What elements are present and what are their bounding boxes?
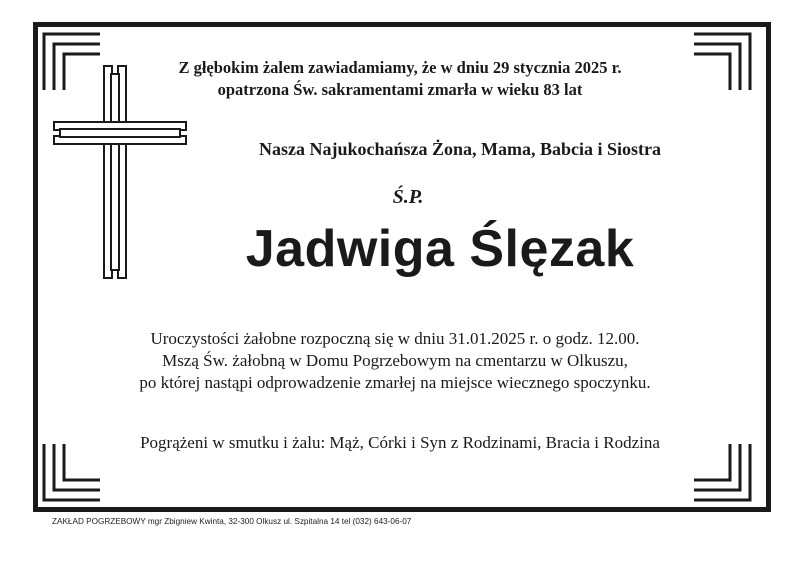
corner-ornament-top-right (692, 32, 752, 92)
relation-line: Nasza Najukochańsza Żona, Mama, Babcia i Siostra (258, 139, 662, 159)
announcement-line-1: Z głębokim żalem zawiadamiamy, że w dniu 29 stycznia 2025 r. (178, 58, 622, 77)
announcement-line-2: opatrzona Św. sakramentami zmarła w wieku 83 lat (217, 80, 583, 99)
ceremony-line-3: po której nastąpi odprowadzenie zmarłej na miejsce wiecznego spoczynku. (139, 373, 651, 392)
honorific: Ś.P. (392, 186, 424, 208)
ceremony-line-1: Uroczystości żałobne rozpoczną się w dniu 31.01.2025 r. o godz. 12.00. (150, 329, 640, 348)
funeral-home-footer: ZAKŁAD POGRZEBOWY mgr Zbigniew Kwinta, 32-300 Olkusz ul. Szpitalna 14 tel (032) 643-06-07 (52, 517, 412, 526)
ceremony-details (90, 328, 700, 394)
ceremony-line-2: Mszą Św. żałobną w Domu Pogrzebowym na cmentarzu w Olkuszu, (162, 351, 628, 370)
announcement (120, 57, 680, 101)
deceased-name: Jadwiga Ślęzak (245, 220, 635, 278)
corner-ornament-bottom-left (42, 442, 102, 502)
mourners-line: Pogrążeni w smutku i żalu: Mąż, Córki i Syn z Rodzinami, Bracia i Rodzina (140, 433, 660, 452)
